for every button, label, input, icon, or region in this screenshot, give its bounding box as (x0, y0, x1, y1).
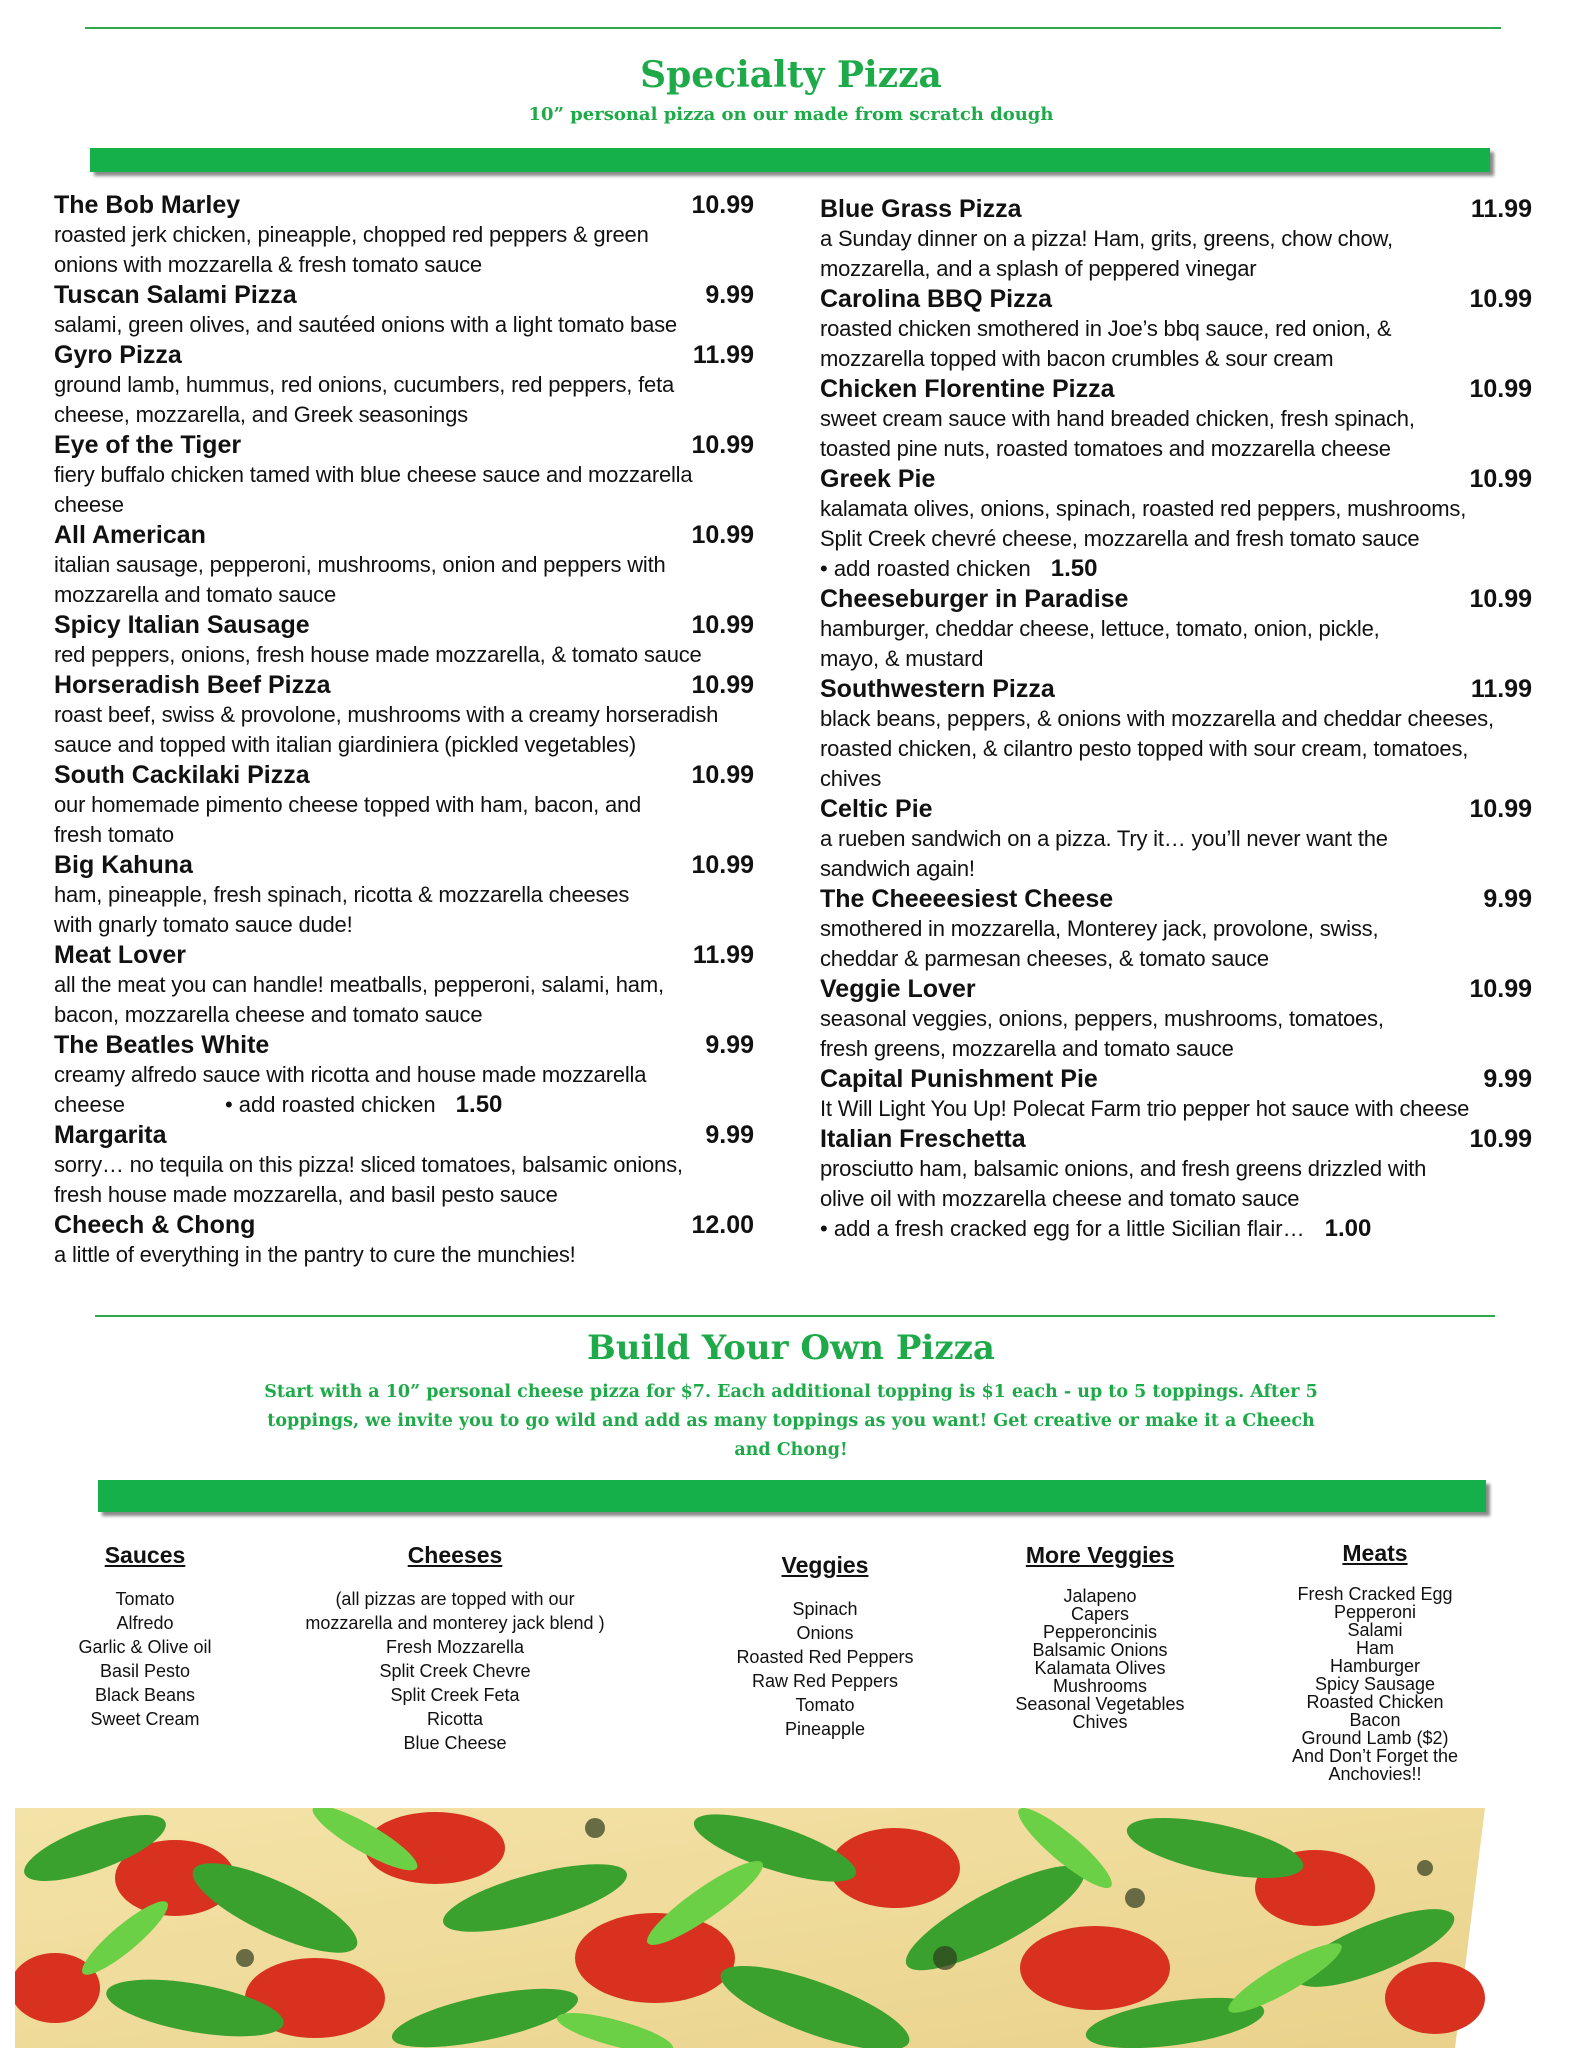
menu-item-price: 10.99 (691, 611, 754, 639)
menu-item-description: hamburger, cheddar cheese, lettuce, tomato, onion, pickle, (820, 616, 1380, 641)
menu-item-description: mayo, & mustard (820, 646, 984, 671)
topping-item: Black Beans (94, 1685, 196, 1705)
menu-item-header (820, 674, 1532, 704)
menu-item-description: Split Creek chevré cheese, mozzarella and fresh tomato sauce (820, 526, 1420, 551)
menu-item-name: Cheech & Chong (54, 1211, 256, 1239)
menu-item-name: Horseradish Beef Pizza (54, 671, 331, 699)
topping-item: (all pizzas are topped with our (335, 1589, 575, 1609)
menu-item-addon (54, 1090, 754, 1120)
menu-item-description: seasonal veggies, onions, peppers, mushrooms, tomatoes, (820, 1006, 1384, 1031)
menu-item-description: all the meat you can handle! meatballs, pepperoni, salami, ham, (54, 972, 664, 997)
menu-item-name: Eye of the Tiger (54, 431, 242, 459)
byo-description-line: toppings, we invite you to go wild and add as many toppings as you want! Get creative or make it a Cheech (267, 1411, 1315, 1431)
menu-item-price: 10.99 (691, 191, 754, 219)
addon-label: • add roasted chicken (224, 1092, 436, 1117)
menu-item-name: Tuscan Salami Pizza (54, 281, 297, 309)
topping-item: mozzarella and monterey jack blend ) (305, 1613, 605, 1633)
menu-item-description: a Sunday dinner on a pizza! Ham, grits, greens, chow chow, (820, 226, 1393, 251)
menu-item (54, 520, 754, 610)
menu-item-addon (820, 554, 1532, 584)
menu-item-price: 10.99 (1469, 375, 1532, 403)
menu-item-name: Veggie Lover (820, 975, 976, 1003)
menu-item-description: salami, green olives, and sautéed onions with a light tomato base (54, 312, 677, 337)
menu-item-name: Italian Freschetta (820, 1125, 1026, 1153)
menu-item-price: 10.99 (691, 671, 754, 699)
topping-item: Split Creek Chevre (379, 1661, 531, 1681)
menu-item-price: 9.99 (705, 281, 754, 309)
menu-item-price: 10.99 (1469, 1125, 1532, 1153)
menu-item (54, 190, 754, 280)
menu-item-header (54, 340, 754, 370)
byo-rule (95, 1315, 1495, 1317)
menu-item-header (820, 284, 1532, 314)
menu-item (820, 794, 1532, 884)
menu-item-description: ground lamb, hummus, red onions, cucumbers, red peppers, feta (54, 372, 675, 397)
menu-item-price: 10.99 (691, 521, 754, 549)
menu-item-description: red peppers, onions, fresh house made mozzarella, & tomato sauce (54, 642, 702, 667)
menu-item-description: our homemade pimento cheese topped with ham, bacon, and (54, 792, 642, 817)
menu-item-header (820, 374, 1532, 404)
topping-item: Ricotta (426, 1709, 484, 1729)
topping-item: Anchovies!! (1328, 1764, 1422, 1784)
menu-item (820, 674, 1532, 794)
addon-label: • add a fresh cracked egg for a little Sicilian flair… (820, 1216, 1305, 1241)
menu-item-price: 10.99 (1469, 285, 1532, 313)
menu-item-price: 9.99 (1483, 885, 1532, 913)
menu-item-header (54, 520, 754, 550)
topping-item: Fresh Cracked Egg (1297, 1584, 1453, 1604)
menu-item-description: black beans, peppers, & onions with mozzarella and cheddar cheeses, (820, 706, 1494, 731)
topping-item: Pineapple (784, 1719, 866, 1739)
menu-item-price: 10.99 (691, 431, 754, 459)
menu-item-header (54, 280, 754, 310)
menu-item-price: 11.99 (1470, 195, 1532, 223)
topping-item: Tomato (795, 1695, 855, 1715)
menu-item-header (54, 760, 754, 790)
menu-item-price: 12.00 (691, 1211, 754, 1239)
menu-item-header (54, 940, 754, 970)
topping-item: Sweet Cream (90, 1709, 200, 1729)
addon-price: 1.50 (455, 1091, 503, 1118)
menu-item-price: 10.99 (691, 761, 754, 789)
menu-item-addon (820, 1214, 1532, 1244)
menu-item-header (54, 430, 754, 460)
menu-item (54, 940, 754, 1030)
menu-item (54, 610, 754, 670)
topping-column (1255, 1540, 1495, 1783)
menu-item-description: roasted chicken, & cilantro pesto topped with sour cream, tomatoes, chives (820, 736, 1469, 791)
menu-item-description: fiery buffalo chicken tamed with blue cheese sauce and mozzarella cheese (54, 462, 693, 517)
menu-item (820, 194, 1532, 284)
menu-item-price: 9.99 (705, 1031, 754, 1059)
menu-item (54, 340, 754, 430)
menu-item-description: kalamata olives, onions, spinach, roasted red peppers, mushrooms, (820, 496, 1467, 521)
menu-item-price: 11.99 (692, 341, 754, 369)
menu-item-description: sweet cream sauce with hand breaded chicken, fresh spinach, (820, 406, 1415, 431)
menu-item (54, 760, 754, 850)
topping-column-heading: More Veggies (1025, 1542, 1175, 1568)
topping-item: Alfredo (116, 1613, 174, 1633)
topping-column (985, 1542, 1215, 1731)
topping-item: Garlic & Olive oil (78, 1637, 212, 1657)
menu-item-description: roast beef, swiss & provolone, mushrooms with a creamy horseradish (54, 702, 719, 727)
addon-price: 1.00 (1324, 1215, 1372, 1242)
menu-item-price: 10.99 (1469, 795, 1532, 823)
menu-item-name: The Bob Marley (54, 191, 241, 219)
menu-item-price: 10.99 (1469, 465, 1532, 493)
menu-item-description: italian sausage, pepperoni, mushrooms, onion and peppers with (54, 552, 666, 577)
menu-item-description: onions with mozzarella & fresh tomato sauce (54, 252, 482, 277)
topping-column (285, 1542, 625, 1755)
menu-item-description: sauce and topped with italian giardiniera (pickled vegetables) (54, 732, 636, 757)
menu-item-header (820, 794, 1532, 824)
menu-item-name: Southwestern Pizza (820, 675, 1055, 703)
menu-item-name: Gyro Pizza (54, 341, 182, 369)
menu-item-price: 10.99 (691, 851, 754, 879)
menu-item (54, 670, 754, 760)
menu-item-header (820, 1124, 1532, 1154)
topping-column (710, 1552, 940, 1741)
menu-item-description: prosciutto ham, balsamic onions, and fresh greens drizzled with (820, 1156, 1427, 1181)
menu-item-description: olive oil with mozzarella cheese and tomato sauce (820, 1186, 1300, 1211)
specialty-subtitle: 10” personal pizza on our made from scratch dough (528, 104, 1054, 125)
menu-item-price: 11.99 (692, 941, 754, 969)
pizza-photo-art (15, 1808, 1567, 2048)
specialty-green-bar (90, 148, 1490, 172)
menu-item (54, 430, 754, 520)
menu-item-description: roasted jerk chicken, pineapple, chopped red peppers & green (54, 222, 649, 247)
addon-prefix: cheese (54, 1092, 125, 1117)
topping-item: Split Creek Feta (390, 1685, 520, 1705)
byo-description (120, 1378, 1462, 1465)
menu-item-name: Capital Punishment Pie (820, 1065, 1098, 1093)
menu-item-description: a little of everything in the pantry to cure the munchies! (54, 1242, 576, 1267)
topping-item: Spicy Sausage (1314, 1674, 1436, 1694)
menu-item-name: Blue Grass Pizza (820, 195, 1022, 223)
menu-item-header (54, 850, 754, 880)
menu-item-header (820, 974, 1532, 1004)
topping-item: Spinach (792, 1599, 858, 1619)
menu-item (820, 464, 1532, 584)
addon-label: • add roasted chicken (820, 556, 1031, 581)
menu-item-header (54, 1210, 754, 1240)
menu-item-name: Celtic Pie (820, 795, 933, 823)
specialty-right-column (820, 194, 1532, 1244)
menu-item (820, 884, 1532, 974)
topping-item: Onions (796, 1623, 854, 1643)
menu-item-description: It Will Light You Up! Polecat Farm trio pepper hot sauce with cheese (820, 1096, 1470, 1121)
menu-item-description: with gnarly tomato sauce dude! (54, 912, 353, 937)
pizza-photo (15, 1808, 1567, 2048)
topping-column (60, 1542, 230, 1731)
menu-item-name: Meat Lover (54, 941, 186, 969)
menu-item-name: The Beatles White (54, 1031, 270, 1059)
menu-item-header (820, 584, 1532, 614)
menu-item-description: fresh tomato (54, 822, 174, 847)
menu-item-header (54, 670, 754, 700)
menu-item (54, 1030, 754, 1120)
topping-column-heading: Veggies (781, 1552, 869, 1578)
menu-item-description: ham, pineapple, fresh spinach, ricotta & mozzarella cheeses (54, 882, 630, 907)
menu-item-description: cheese, mozzarella, and Greek seasonings (54, 402, 468, 427)
menu-item (54, 1120, 754, 1210)
topping-column-heading: Sauces (104, 1542, 186, 1568)
menu-item-description: fresh greens, mozzarella and tomato sauce (820, 1036, 1234, 1061)
menu-item-description: a rueben sandwich on a pizza. Try it… you’ll never want the (820, 826, 1388, 851)
menu-item-header (820, 194, 1532, 224)
topping-item: Raw Red Peppers (751, 1671, 899, 1691)
menu-item-description: bacon, mozzarella cheese and tomato sauce (54, 1002, 483, 1027)
menu-item (820, 1064, 1532, 1124)
topping-item: Kalamata Olives (1034, 1658, 1166, 1678)
menu-item-price: 10.99 (1469, 585, 1532, 613)
specialty-title: Specialty Pizza (640, 54, 942, 96)
topping-item: Hamburger (1329, 1656, 1421, 1676)
topping-item: Ground Lamb ($2) (1301, 1728, 1449, 1748)
menu-item-description: creamy alfredo sauce with ricotta and house made mozzarella (54, 1062, 647, 1087)
menu-item-description: mozzarella, and a splash of peppered vinegar (820, 256, 1257, 281)
menu-item (820, 374, 1532, 464)
menu-item-header (54, 190, 754, 220)
menu-item-header (54, 1030, 754, 1060)
topping-item: Blue Cheese (403, 1733, 507, 1753)
topping-item: Balsamic Onions (1032, 1640, 1168, 1660)
menu-item-description: mozzarella and tomato sauce (54, 582, 336, 607)
topping-column-heading: Cheeses (407, 1542, 503, 1568)
menu-item-price: 9.99 (1483, 1065, 1532, 1093)
menu-item-description: roasted chicken smothered in Joe’s bbq sauce, red onion, & (820, 316, 1392, 341)
addon-price: 1.50 (1050, 555, 1098, 582)
menu-item-header (820, 1064, 1532, 1094)
topping-item: Bacon (1349, 1710, 1401, 1730)
topping-item: Roasted Chicken (1306, 1692, 1444, 1712)
topping-column-heading: Meats (1342, 1540, 1408, 1566)
menu-item (54, 280, 754, 340)
menu-item-description: smothered in mozzarella, Monterey jack, provolone, swiss, (820, 916, 1379, 941)
byo-green-bar (98, 1480, 1486, 1512)
menu-item-name: South Cackilaki Pizza (54, 761, 310, 789)
specialty-left-column (54, 190, 754, 1270)
menu-item-name: Chicken Florentine Pizza (820, 375, 1115, 403)
menu-item-price: 11.99 (1470, 675, 1532, 703)
menu-item-header (54, 1120, 754, 1150)
topping-item: Roasted Red Peppers (736, 1647, 914, 1667)
menu-item (54, 1210, 754, 1270)
topping-item: Pepperoncinis (1042, 1622, 1158, 1642)
topping-item: Seasonal Vegetables (1015, 1694, 1185, 1714)
menu-item-name: The Cheeeesiest Cheese (820, 885, 1114, 913)
topping-item: Tomato (115, 1589, 175, 1609)
menu-item (820, 974, 1532, 1064)
menu-item-name: Carolina BBQ Pizza (820, 285, 1052, 313)
topping-item: Basil Pesto (99, 1661, 191, 1681)
menu-item-header (820, 464, 1532, 494)
topping-item: Salami (1347, 1620, 1403, 1640)
menu-item (54, 850, 754, 940)
menu-item-price: 9.99 (705, 1121, 754, 1149)
menu-item (820, 584, 1532, 674)
menu-item-description: fresh house made mozzarella, and basil pesto sauce (54, 1182, 558, 1207)
menu-item-price: 10.99 (1469, 975, 1532, 1003)
menu-item-description: sandwich again! (820, 856, 975, 881)
topping-item: Ham (1355, 1638, 1394, 1658)
topping-item: Jalapeno (1063, 1586, 1137, 1606)
menu-item-name: Greek Pie (820, 465, 936, 493)
menu-item-description: mozzarella topped with bacon crumbles & sour cream (820, 346, 1334, 371)
topping-item: Capers (1070, 1604, 1130, 1624)
menu-item (820, 284, 1532, 374)
menu-item-header (54, 610, 754, 640)
menu-item-description: sorry… no tequila on this pizza! sliced tomatoes, balsamic onions, (54, 1152, 683, 1177)
topping-item: Pepperoni (1333, 1602, 1417, 1622)
menu-item-name: Big Kahuna (54, 851, 193, 879)
topping-item: Chives (1072, 1712, 1128, 1732)
menu-item-name: Margarita (54, 1121, 167, 1149)
byo-description-line: Start with a 10” personal cheese pizza for $7. Each additional topping is $1 each - up to 5 toppings. After 5 (264, 1382, 1318, 1402)
byo-title: Build Your Own Pizza (587, 1328, 995, 1368)
byo-description-line: and Chong! (734, 1440, 848, 1460)
menu-item-name: Cheeseburger in Paradise (820, 585, 1129, 613)
menu-item (820, 1124, 1532, 1244)
menu-item-name: Spicy Italian Sausage (54, 611, 310, 639)
topping-item: Fresh Mozzarella (385, 1637, 525, 1657)
menu-item-description: cheddar & parmesan cheeses, & tomato sauce (820, 946, 1269, 971)
top-rule (85, 27, 1501, 29)
menu-item-header (820, 884, 1532, 914)
topping-item: And Don’t Forget the (1291, 1746, 1459, 1766)
menu-item-name: All American (54, 521, 206, 549)
topping-item: Mushrooms (1052, 1676, 1148, 1696)
menu-item-description: toasted pine nuts, roasted tomatoes and mozzarella cheese (820, 436, 1391, 461)
